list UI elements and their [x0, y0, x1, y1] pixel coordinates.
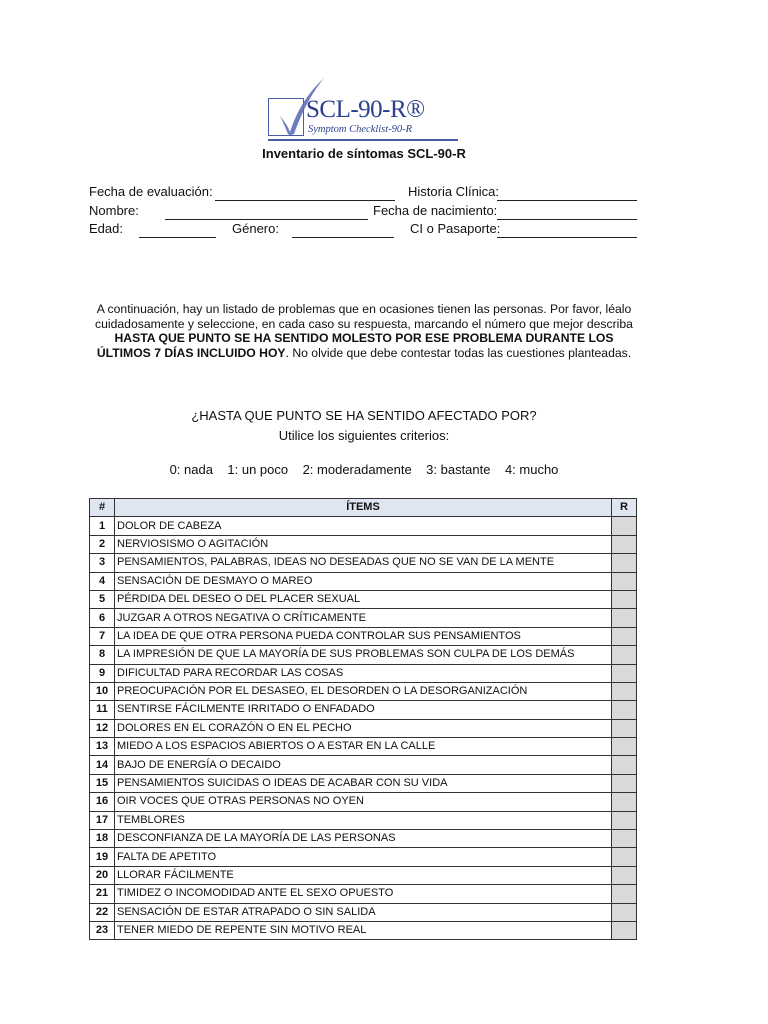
header-items: ÍTEMS [115, 499, 612, 517]
item-text: DIFICULTAD PARA RECORDAR LAS COSAS [115, 664, 612, 682]
response-cell[interactable] [612, 811, 637, 829]
item-text: NERVIOSISMO O AGITACIÓN [115, 535, 612, 553]
table-row [90, 756, 637, 774]
response-cell[interactable] [612, 866, 637, 884]
criteria-intro: Utilice los siguientes criterios: [278, 428, 450, 443]
logo-subtitle: Symptom Checklist-90-R [308, 124, 413, 135]
table-row [90, 738, 637, 756]
response-cell[interactable] [612, 609, 637, 627]
response-cell[interactable] [612, 903, 637, 921]
response-cell[interactable] [612, 701, 637, 719]
item-text: DOLOR DE CABEZA [115, 517, 612, 535]
criteria-scale [0, 462, 728, 477]
label-edad: Edad: [89, 221, 123, 236]
item-number: 12 [90, 719, 115, 737]
input-edad[interactable] [139, 237, 216, 238]
item-number: 14 [90, 756, 115, 774]
input-ci-pasaporte[interactable] [497, 237, 637, 238]
item-number: 6 [90, 609, 115, 627]
item-text: SENTIRSE FÁCILMENTE IRRITADO O ENFADADO [115, 701, 612, 719]
item-text: PENSAMIENTOS, PALABRAS, IDEAS NO DESEADAS QUE NO SE VAN DE LA MENTE [115, 554, 612, 572]
response-cell[interactable] [612, 756, 637, 774]
item-text: SENSACIÓN DE DESMAYO O MAREO [115, 572, 612, 590]
item-text: PENSAMIENTOS SUICIDAS O IDEAS DE ACABAR CON SU VIDA [115, 774, 612, 792]
instructions-paragraph [92, 302, 636, 360]
logo-underline [268, 139, 458, 141]
item-text: LA IDEA DE QUE OTRA PERSONA PUEDA CONTROLAR SUS PENSAMIENTOS [115, 627, 612, 645]
response-cell[interactable] [612, 535, 637, 553]
item-text: PÉRDIDA DEL DESEO O DEL PLACER SEXUAL [115, 590, 612, 608]
input-nombre[interactable] [165, 219, 368, 220]
table-row [90, 590, 637, 608]
item-number: 7 [90, 627, 115, 645]
table-row [90, 554, 637, 572]
item-number: 10 [90, 682, 115, 700]
item-number: 11 [90, 701, 115, 719]
criteria-2: 2: moderadamente [302, 462, 412, 477]
table-row [90, 535, 637, 553]
item-text: FALTA DE APETITO [115, 848, 612, 866]
document-title: Inventario de síntomas SCL-90-R [262, 146, 466, 161]
item-number: 17 [90, 811, 115, 829]
response-cell[interactable] [612, 885, 637, 903]
input-fecha-nacimiento[interactable] [497, 219, 637, 220]
items-table [89, 498, 637, 940]
response-cell[interactable] [612, 719, 637, 737]
label-ci-pasaporte: CI o Pasaporte: [410, 221, 501, 236]
item-text: MIEDO A LOS ESPACIOS ABIERTOS O A ESTAR EN LA CALLE [115, 738, 612, 756]
header-number: # [90, 499, 115, 517]
item-number: 9 [90, 664, 115, 682]
question-block [0, 406, 728, 446]
item-text: BAJO DE ENERGÍA O DECAIDO [115, 756, 612, 774]
criteria-1: 1: un poco [227, 462, 289, 477]
item-number: 4 [90, 572, 115, 590]
item-number: 18 [90, 830, 115, 848]
item-number: 23 [90, 921, 115, 939]
table-row [90, 811, 637, 829]
response-cell[interactable] [612, 921, 637, 939]
item-text: SENSACIÓN DE ESTAR ATRAPADO O SIN SALIDA [115, 903, 612, 921]
response-cell[interactable] [612, 627, 637, 645]
table-row [90, 921, 637, 939]
item-text: TIMIDEZ O INCOMODIDAD ANTE EL SEXO OPUESTO [115, 885, 612, 903]
table-row [90, 903, 637, 921]
table-row [90, 517, 637, 535]
table-row [90, 609, 637, 627]
item-number: 3 [90, 554, 115, 572]
item-text: TENER MIEDO DE REPENTE SIN MOTIVO REAL [115, 921, 612, 939]
table-row [90, 885, 637, 903]
table-row [90, 682, 637, 700]
label-nombre: Nombre: [89, 203, 139, 218]
item-number: 5 [90, 590, 115, 608]
item-text: TEMBLORES [115, 811, 612, 829]
table-row [90, 719, 637, 737]
response-cell[interactable] [612, 682, 637, 700]
response-cell[interactable] [612, 793, 637, 811]
table-row [90, 830, 637, 848]
item-text: LLORAR FÁCILMENTE [115, 866, 612, 884]
response-cell[interactable] [612, 830, 637, 848]
response-cell[interactable] [612, 554, 637, 572]
item-number: 13 [90, 738, 115, 756]
table-row [90, 572, 637, 590]
header-response: R [612, 499, 637, 517]
items-table-body [90, 517, 637, 940]
table-row [90, 848, 637, 866]
item-number: 16 [90, 793, 115, 811]
table-row [90, 646, 637, 664]
input-historia-clinica[interactable] [497, 200, 637, 201]
item-text: DESCONFIANZA DE LA MAYORÍA DE LAS PERSONAS [115, 830, 612, 848]
response-cell[interactable] [612, 572, 637, 590]
item-text: OIR VOCES QUE OTRAS PERSONAS NO OYEN [115, 793, 612, 811]
criteria-3: 3: bastante [426, 462, 491, 477]
table-row [90, 866, 637, 884]
response-cell[interactable] [612, 738, 637, 756]
question-heading: ¿HASTA QUE PUNTO SE HA SENTIDO AFECTADO POR? [191, 408, 537, 423]
response-cell[interactable] [612, 590, 637, 608]
item-number: 19 [90, 848, 115, 866]
response-cell[interactable] [612, 848, 637, 866]
criteria-4: 4: mucho [504, 462, 559, 477]
label-genero: Género: [232, 221, 279, 236]
instructions-text-2: . No olvide que debe contestar todas las cuestiones planteadas. [285, 345, 632, 360]
instructions-text-1: A continuación, hay un listado de problemas que en ocasiones tienen las personas. Por favor, léalo cuidadosamente y seleccione, en cada caso su respuesta, marcando el número que mejor describa [95, 302, 633, 331]
item-number: 2 [90, 535, 115, 553]
table-row [90, 627, 637, 645]
label-historia-clinica: Historia Clínica: [408, 184, 500, 199]
item-text: DOLORES EN EL CORAZÓN O EN EL PECHO [115, 719, 612, 737]
scl90r-logo [266, 76, 458, 144]
item-number: 22 [90, 903, 115, 921]
table-row [90, 774, 637, 792]
item-number: 20 [90, 866, 115, 884]
input-fecha-evaluacion[interactable] [215, 200, 395, 201]
item-number: 21 [90, 885, 115, 903]
logo-name: SCL-90-R® [306, 96, 425, 123]
response-cell[interactable] [612, 517, 637, 535]
item-number: 1 [90, 517, 115, 535]
table-row [90, 664, 637, 682]
input-genero[interactable] [292, 237, 394, 238]
criteria-0: 0: nada [169, 462, 213, 477]
label-fecha-nacimiento: Fecha de nacimiento: [373, 203, 498, 218]
label-fecha-evaluacion: Fecha de evaluación: [89, 184, 213, 199]
response-cell[interactable] [612, 646, 637, 664]
response-cell[interactable] [612, 774, 637, 792]
table-row [90, 793, 637, 811]
table-header-row [90, 499, 637, 517]
instructions-emphasis: HASTA QUE PUNTO SE HA SENTIDO MOLESTO POR ESE PROBLEMA DURANTE LOS ÚLTIMOS 7 DÍAS INCLUIDO HOY [96, 331, 614, 360]
item-text: PREOCUPACIÓN POR EL DESASEO, EL DESORDEN O LA DESORGANIZACIÓN [115, 682, 612, 700]
response-cell[interactable] [612, 664, 637, 682]
item-number: 8 [90, 646, 115, 664]
item-text: JUZGAR A OTROS NEGATIVA O CRÍTICAMENTE [115, 609, 612, 627]
item-text: LA IMPRESIÓN DE QUE LA MAYORÍA DE SUS PROBLEMAS SON CULPA DE LOS DEMÁS [115, 646, 612, 664]
item-number: 15 [90, 774, 115, 792]
table-row [90, 701, 637, 719]
